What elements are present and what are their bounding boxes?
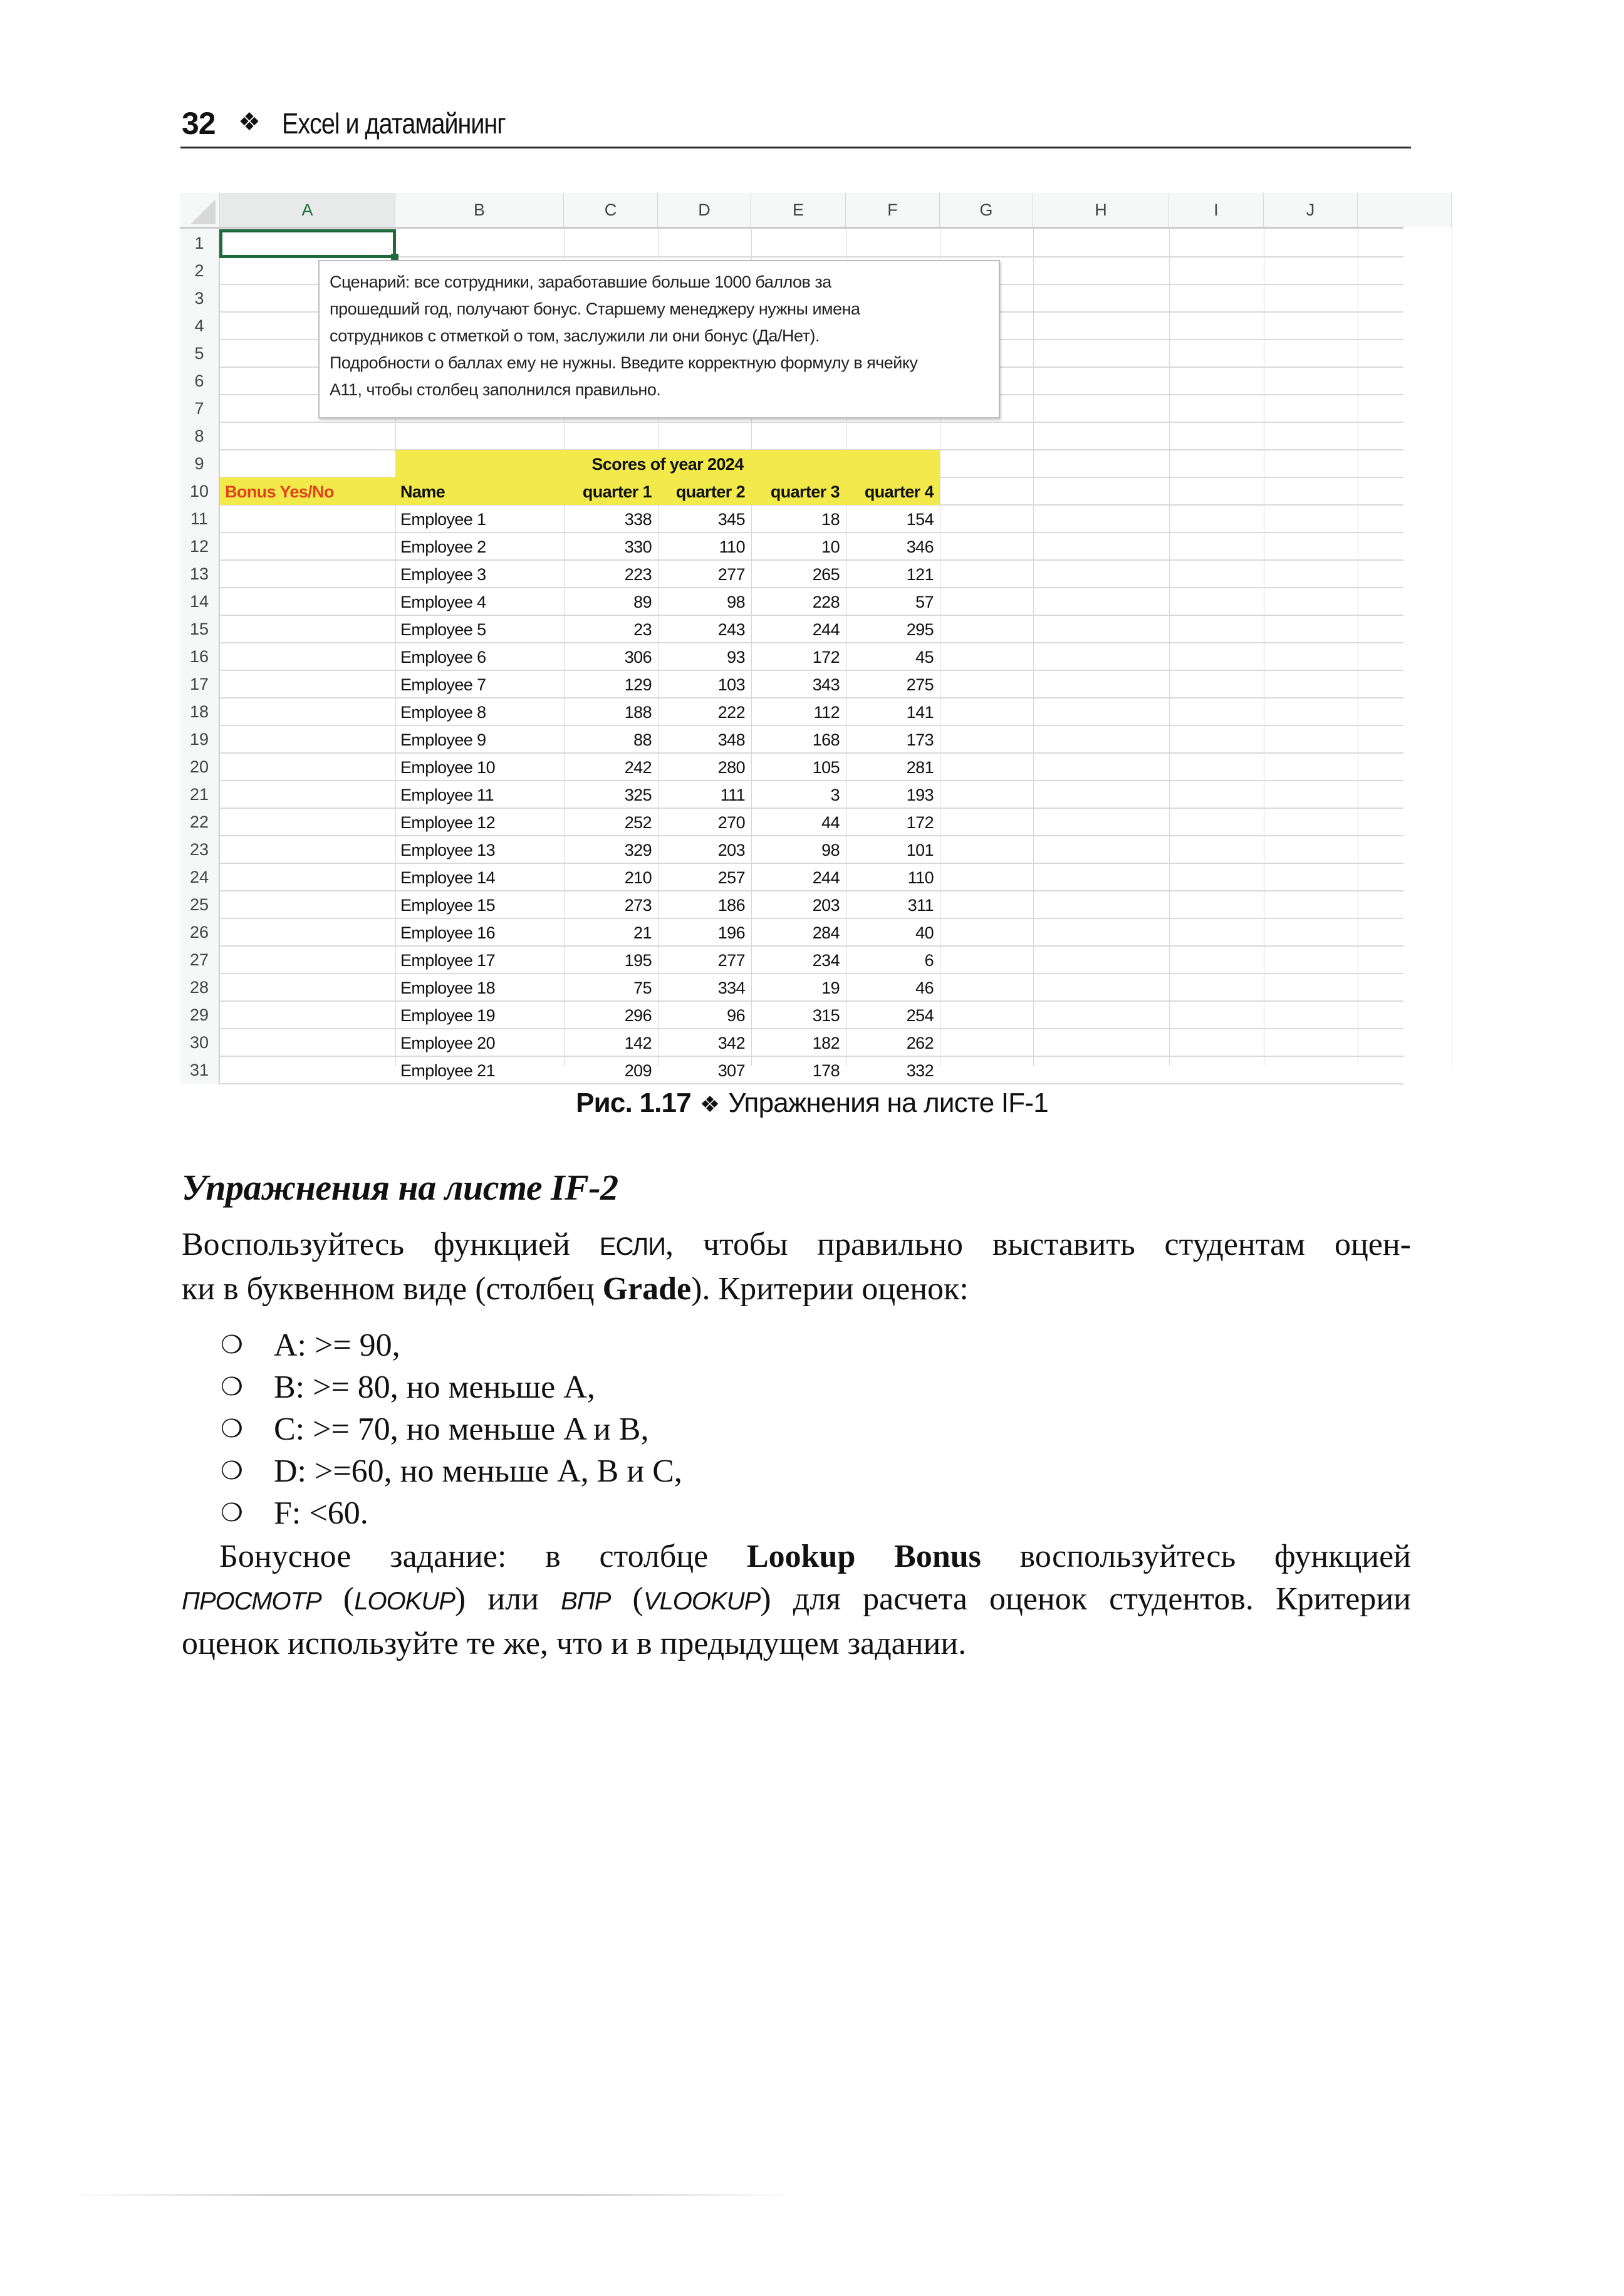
score-cell[interactable]: 196 [717, 923, 745, 942]
score-cell[interactable]: 182 [812, 1034, 840, 1052]
intro-line-1 [182, 1223, 1411, 1268]
score-cell[interactable]: 101 [906, 841, 934, 860]
row-header-29[interactable]: 29 [180, 1001, 220, 1029]
name-cell[interactable]: Employee 16 [400, 923, 495, 942]
score-cell[interactable]: 262 [906, 1034, 934, 1052]
bonus-cell[interactable] [220, 1029, 395, 1056]
grid-line [1169, 227, 1170, 1066]
page-number: 32 [182, 106, 216, 141]
column-header-D[interactable]: D [658, 193, 751, 227]
score-cell[interactable]: 342 [717, 1034, 745, 1052]
name-cell[interactable]: Employee 21 [400, 1061, 495, 1080]
bonus-cell[interactable] [220, 863, 395, 891]
bonus-line-2: ПРОСМОТР (LOOKUP) или ВПР (VLOOKUP) для расчета оценок студентов. Критерии [182, 1581, 1412, 1617]
caption-text: Упражнения на листе IF-1 [728, 1088, 1048, 1118]
bonus-cell[interactable] [220, 643, 395, 670]
row-header-10[interactable]: 10 [180, 477, 220, 505]
score-cell[interactable]: 311 [907, 896, 934, 915]
row-header-28[interactable]: 28 [180, 974, 220, 1001]
running-header [182, 105, 1410, 149]
score-cell[interactable]: 6 [924, 951, 934, 970]
name-cell[interactable]: Employee 2 [400, 538, 486, 556]
quarter-header-cell[interactable]: quarter 3 [770, 482, 840, 501]
intro-line-2 [182, 1268, 1411, 1311]
row-header-24[interactable]: 24 [180, 863, 220, 891]
score-cell[interactable]: 277 [717, 565, 745, 584]
quarter-header-cell[interactable]: quarter 4 [864, 482, 934, 501]
section-heading: Упражнения на листе IF-2 [182, 1167, 618, 1208]
score-cell[interactable]: 306 [624, 648, 652, 667]
row-header-27[interactable]: 27 [180, 946, 220, 974]
score-cell[interactable]: 173 [906, 730, 934, 749]
criteria-item [221, 1450, 682, 1492]
score-cell[interactable]: 244 [812, 868, 840, 887]
group-header-cell[interactable]: Scores of year 2024 [591, 455, 744, 474]
score-cell[interactable]: 88 [633, 730, 652, 749]
column-header-B[interactable]: B [395, 193, 564, 227]
name-cell[interactable]: Employee 15 [400, 896, 495, 915]
column-header-G[interactable]: G [940, 193, 1033, 227]
note-line: прошедший год, получают бонус. Старшему менеджеру нужны имена [330, 299, 860, 318]
score-cell[interactable]: 44 [821, 813, 840, 832]
row-header-14[interactable]: 14 [180, 588, 220, 615]
score-cell[interactable]: 23 [633, 620, 652, 639]
column-header-k[interactable] [1358, 193, 1452, 227]
score-cell[interactable]: 315 [812, 1006, 840, 1025]
ornament-icon: ❖ [238, 108, 261, 136]
score-cell[interactable]: 273 [624, 896, 652, 915]
score-cell[interactable]: 195 [624, 951, 652, 970]
name-cell[interactable]: Employee 9 [400, 730, 486, 749]
row-header-3[interactable]: 3 [180, 284, 220, 312]
bonus-cell[interactable] [220, 836, 395, 863]
score-cell[interactable]: 178 [812, 1061, 840, 1080]
circle-bullet-icon: ❍ [221, 1457, 243, 1485]
score-cell[interactable]: 154 [906, 510, 934, 529]
score-cell[interactable]: 110 [907, 868, 934, 887]
score-cell[interactable]: 98 [727, 593, 745, 611]
score-cell[interactable]: 75 [633, 979, 652, 997]
score-cell[interactable]: 98 [821, 841, 840, 860]
row-header-12[interactable]: 12 [180, 532, 220, 560]
name-cell[interactable]: Employee 11 [400, 786, 494, 804]
column-header-F[interactable]: F [846, 193, 940, 227]
row-header-21[interactable]: 21 [180, 781, 220, 808]
row-header-13[interactable]: 13 [180, 560, 220, 588]
row-header-9[interactable]: 9 [180, 450, 220, 477]
name-cell[interactable]: Employee 3 [400, 565, 486, 584]
scan-artifact-line [69, 2194, 796, 2196]
score-cell[interactable]: 242 [624, 758, 652, 777]
criteria-item [221, 1408, 648, 1450]
ornament-icon: ❖ [699, 1091, 720, 1117]
criteria-item [221, 1324, 400, 1366]
criteria-text: F: <60. [274, 1495, 368, 1531]
function-name: ЕСЛИ [599, 1233, 666, 1260]
bonus-cell[interactable] [220, 532, 395, 560]
grid-line [1033, 227, 1034, 1066]
row-header-17[interactable]: 17 [180, 670, 220, 698]
function-name: ВПР [561, 1587, 611, 1615]
function-name: ПРОСМОТР [182, 1587, 321, 1615]
row-header-15[interactable]: 15 [180, 615, 220, 643]
score-cell[interactable]: 93 [727, 648, 745, 667]
figure-caption [0, 1088, 1624, 1119]
score-cell[interactable]: 234 [812, 951, 840, 970]
score-cell[interactable]: 345 [717, 510, 745, 529]
criteria-text: A: >= 90, [274, 1327, 400, 1363]
bonus-cell[interactable] [220, 808, 395, 836]
score-cell[interactable]: 277 [717, 951, 745, 970]
row-header-2[interactable]: 2 [180, 257, 220, 284]
quarter-header-cell[interactable]: quarter 2 [675, 482, 745, 501]
name-header-cell[interactable]: Name [400, 482, 445, 501]
bonus-header-cell[interactable]: Bonus Yes/No [225, 482, 334, 501]
bonus-line-1 [182, 1535, 1411, 1578]
score-cell[interactable]: 141 [906, 703, 934, 722]
bonus-cell[interactable] [220, 1056, 395, 1084]
score-cell[interactable]: 209 [624, 1061, 652, 1080]
name-cell[interactable]: Employee 6 [400, 648, 486, 667]
name-cell[interactable]: Employee 8 [400, 703, 486, 722]
score-cell[interactable]: 284 [812, 923, 840, 942]
bonus-cell[interactable] [220, 946, 395, 974]
note-line: Сценарий: все сотрудники, заработавшие больше 1000 баллов за [330, 273, 831, 291]
bonus-cell[interactable] [220, 698, 395, 725]
running-header-title: Excel и датамайнинг [282, 107, 506, 140]
score-cell[interactable]: 89 [633, 593, 652, 611]
scenario-textbox[interactable] [318, 260, 1000, 418]
score-cell[interactable]: 121 [906, 565, 934, 584]
name-cell[interactable]: Employee 5 [400, 620, 486, 639]
bonus-cell[interactable] [220, 1001, 395, 1029]
quarter-header-cell[interactable]: quarter 1 [582, 482, 652, 501]
score-cell[interactable]: 105 [812, 758, 840, 777]
bonus-task-paragraph [182, 1535, 1411, 1665]
spreadsheet-figure [180, 193, 1403, 1080]
score-cell[interactable]: 3 [830, 786, 840, 804]
column-header-E[interactable]: E [751, 193, 846, 227]
row-header-4[interactable]: 4 [180, 312, 220, 340]
score-cell[interactable]: 252 [624, 813, 652, 832]
criteria-text: B: >= 80, но меньше A, [274, 1369, 595, 1405]
intro-paragraph [182, 1223, 1411, 1311]
score-cell[interactable]: 168 [812, 730, 840, 749]
score-cell[interactable]: 330 [624, 538, 652, 556]
text: , чтобы правильно выставить студентам оцен- [665, 1227, 1411, 1262]
score-cell[interactable]: 295 [906, 620, 934, 639]
score-cell[interactable]: 307 [717, 1061, 745, 1080]
column-header-J[interactable]: J [1264, 193, 1358, 227]
score-cell[interactable]: 103 [717, 675, 745, 694]
note-line: Подробности о баллах ему не нужны. Введите корректную формулу в ячейку [330, 353, 918, 372]
row-header-26[interactable]: 26 [180, 918, 220, 946]
bonus-cell[interactable] [220, 505, 395, 532]
row-header-1[interactable]: 1 [180, 229, 220, 257]
score-cell[interactable]: 338 [624, 510, 652, 529]
row-header-30[interactable]: 30 [180, 1029, 220, 1056]
score-cell[interactable]: 21 [633, 923, 652, 942]
bonus-cell[interactable] [220, 781, 395, 808]
bonus-line-3: оценок используйте те же, что и в предыдущем задании. [182, 1626, 967, 1661]
bonus-cell[interactable] [220, 918, 395, 946]
criteria-item [221, 1366, 595, 1408]
row-header-16[interactable]: 16 [180, 643, 220, 670]
score-cell[interactable]: 275 [906, 675, 934, 694]
bonus-cell[interactable] [220, 753, 395, 781]
row-header-5[interactable]: 5 [180, 340, 220, 367]
score-cell[interactable]: 334 [717, 979, 745, 997]
column-header-I[interactable]: I [1169, 193, 1264, 227]
criteria-item [221, 1492, 368, 1534]
row-header-20[interactable]: 20 [180, 753, 220, 781]
circle-bullet-icon: ❍ [221, 1373, 243, 1401]
score-cell[interactable]: 346 [906, 538, 934, 556]
score-cell[interactable]: 244 [812, 620, 840, 639]
text: Воспользуйтесь функцией [182, 1227, 600, 1262]
column-header-A[interactable]: A [220, 193, 395, 227]
score-cell[interactable]: 296 [624, 1006, 652, 1025]
text: для расчета оценок студентов. Критерии [771, 1581, 1412, 1617]
score-cell[interactable]: 186 [717, 896, 745, 915]
score-cell[interactable]: 223 [624, 565, 652, 584]
name-cell[interactable]: Employee 4 [400, 593, 486, 611]
score-cell[interactable]: 45 [915, 648, 934, 667]
score-cell[interactable]: 222 [717, 703, 745, 722]
text: или [466, 1581, 561, 1617]
name-cell[interactable]: Employee 13 [400, 841, 495, 860]
circle-bullet-icon: ❍ [221, 1331, 243, 1359]
note-line: A11, чтобы столбец заполнился правильно. [330, 380, 661, 399]
text: ). Критерии оценок: [691, 1271, 969, 1307]
score-cell[interactable]: 111 [720, 786, 745, 804]
score-cell[interactable]: 257 [717, 868, 745, 887]
bonus-cell[interactable] [220, 560, 395, 588]
column-name-lookup-bonus: Lookup Bonus [746, 1539, 981, 1574]
column-header-C[interactable]: C [564, 193, 658, 227]
score-cell[interactable]: 243 [717, 620, 745, 639]
row-header-31[interactable]: 31 [180, 1056, 220, 1084]
score-cell[interactable]: 203 [812, 896, 840, 915]
score-cell[interactable]: 57 [915, 593, 934, 611]
score-cell[interactable]: 10 [821, 538, 840, 556]
text: Бонусное задание: в столбце [219, 1539, 747, 1574]
bonus-cell[interactable] [220, 974, 395, 1001]
grid-line [220, 422, 1403, 423]
score-cell[interactable]: 142 [624, 1034, 652, 1052]
score-cell[interactable]: 228 [812, 593, 840, 611]
name-cell[interactable]: Employee 20 [400, 1034, 495, 1052]
text: воспользуйтесь функцией [981, 1539, 1412, 1574]
score-cell[interactable]: 332 [906, 1061, 934, 1080]
score-cell[interactable]: 18 [821, 510, 840, 529]
score-cell[interactable]: 270 [717, 813, 745, 832]
score-cell[interactable]: 46 [915, 979, 934, 997]
score-cell[interactable]: 348 [717, 730, 745, 749]
bonus-cell[interactable] [220, 891, 395, 918]
circle-bullet-icon: ❍ [221, 1415, 243, 1443]
row-header-25[interactable]: 25 [180, 891, 220, 918]
name-cell[interactable]: Employee 10 [400, 758, 495, 777]
row-header-23[interactable]: 23 [180, 836, 220, 863]
circle-bullet-icon: ❍ [221, 1499, 243, 1527]
score-cell[interactable]: 19 [821, 979, 840, 997]
score-cell[interactable]: 40 [915, 923, 934, 942]
score-cell[interactable]: 112 [813, 703, 840, 722]
score-cell[interactable]: 129 [624, 675, 652, 694]
row-header-7[interactable]: 7 [180, 395, 220, 422]
row-header-18[interactable]: 18 [180, 698, 220, 725]
criteria-text: D: >=60, но меньше A, B и C, [274, 1453, 682, 1489]
score-cell[interactable]: 193 [906, 786, 934, 804]
caption-label: Рис. 1.17 [576, 1088, 691, 1118]
function-name: VLOOKUP [643, 1587, 761, 1615]
score-cell[interactable]: 96 [727, 1006, 745, 1025]
score-cell[interactable]: 254 [906, 1006, 934, 1025]
bonus-cell[interactable] [220, 615, 395, 643]
score-cell[interactable]: 188 [624, 703, 652, 722]
name-cell[interactable]: Employee 18 [400, 979, 495, 997]
score-cell[interactable]: 110 [719, 538, 745, 556]
bonus-cell[interactable] [220, 725, 395, 753]
name-cell[interactable]: Employee 19 [400, 1006, 495, 1025]
name-cell[interactable]: Employee 1 [400, 510, 486, 529]
name-cell[interactable]: Employee 14 [400, 868, 495, 887]
bonus-cell[interactable] [220, 588, 395, 615]
score-cell[interactable]: 210 [624, 868, 652, 887]
header-divider [180, 227, 1403, 229]
select-all-corner [180, 193, 220, 227]
score-cell[interactable]: 343 [812, 675, 840, 694]
text: ки в буквенном виде (столбец [182, 1271, 603, 1307]
score-cell[interactable]: 280 [717, 758, 745, 777]
score-cell[interactable]: 325 [624, 786, 652, 804]
name-cell[interactable]: Employee 12 [400, 813, 495, 832]
selected-cell-a1[interactable] [219, 229, 396, 258]
name-cell[interactable]: Employee 17 [400, 951, 495, 970]
column-name-grade: Grade [602, 1271, 692, 1307]
score-cell[interactable]: 172 [812, 648, 840, 667]
row-header-19[interactable]: 19 [180, 725, 220, 753]
score-cell[interactable]: 172 [906, 813, 934, 832]
row-header-8[interactable]: 8 [180, 422, 220, 450]
row-header-11[interactable]: 11 [180, 505, 220, 532]
header-rule [180, 147, 1411, 148]
score-cell[interactable]: 281 [906, 758, 934, 777]
score-cell[interactable]: 329 [624, 841, 652, 860]
score-cell[interactable]: 265 [812, 565, 840, 584]
criteria-text: C: >= 70, но меньше A и B, [274, 1411, 649, 1447]
bonus-cell[interactable] [220, 670, 395, 698]
row-header-22[interactable]: 22 [180, 808, 220, 836]
function-name: LOOKUP [354, 1587, 455, 1615]
row-header-6[interactable]: 6 [180, 367, 220, 395]
note-line: сотрудников с отметкой о том, заслужили ли они бонус (Да/Нет). [330, 326, 820, 345]
score-cell[interactable]: 203 [717, 841, 745, 860]
column-header-H[interactable]: H [1033, 193, 1169, 227]
name-cell[interactable]: Employee 7 [400, 675, 486, 694]
